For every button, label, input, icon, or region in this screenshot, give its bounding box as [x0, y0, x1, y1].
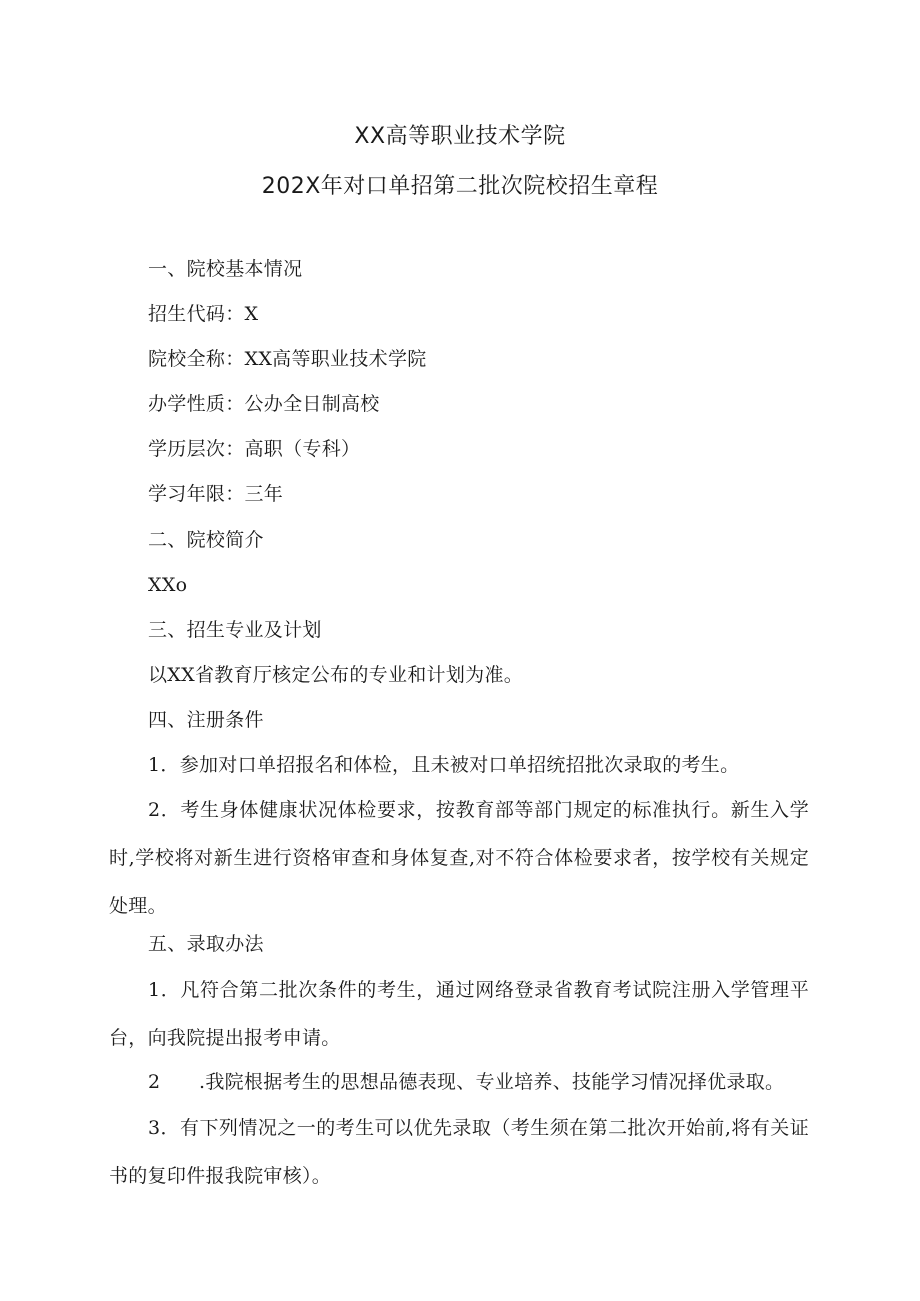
admission-rule-1: 1．凡符合第二批次条件的考生，通过网络登录省教育考试院注册入学管理平台，向我院提出报考申请。 [109, 979, 809, 1049]
education-level: 学历层次：高职（专科） [148, 438, 361, 460]
school-nature: 办学性质：公办全日制高校 [148, 393, 380, 415]
registration-condition-1: 1．参加对口单招报名和体检，且未被对口单招统招批次录取的考生。 [148, 754, 740, 776]
section-heading-introduction: 二、院校简介 [148, 529, 264, 551]
introduction-text: XXo [148, 574, 188, 596]
admission-rule-3: 3．有下列情况之一的考生可以优先录取（考生须在第二批次开始前,将有关证书的复印件报我院审核）。 [109, 1117, 809, 1187]
study-years: 学习年限：三年 [148, 483, 284, 505]
section-heading-basic-info: 一、院校基本情况 [148, 258, 303, 280]
school-full-name: 院校全称：XX高等职业技术学院 [148, 348, 427, 370]
enrollment-code: 招生代码：X [148, 303, 259, 325]
section-heading-admission: 五、录取办法 [148, 933, 264, 955]
section-heading-registration: 四、注册条件 [148, 709, 264, 731]
section-heading-majors-plan: 三、招生专业及计划 [148, 619, 322, 641]
admission-rule-2: 2 .我院根据考生的思想品德表现、专业培养、技能学习情况择优录取。 [148, 1071, 785, 1093]
registration-condition-2: 2．考生身体健康状况体检要求，按教育部等部门规定的标准执行。新生入学时,学校将对新生进行资格审查和身体复查,对不符合体检要求者，按学校有关规定处理。 [109, 799, 809, 917]
majors-plan-text: 以XX省教育厅核定公布的专业和计划为准。 [148, 664, 524, 686]
document-title-charter: 202X年对口单招第二批次院校招生章程 [261, 174, 659, 199]
document-title-school: XX高等职业技术学院 [354, 124, 566, 149]
